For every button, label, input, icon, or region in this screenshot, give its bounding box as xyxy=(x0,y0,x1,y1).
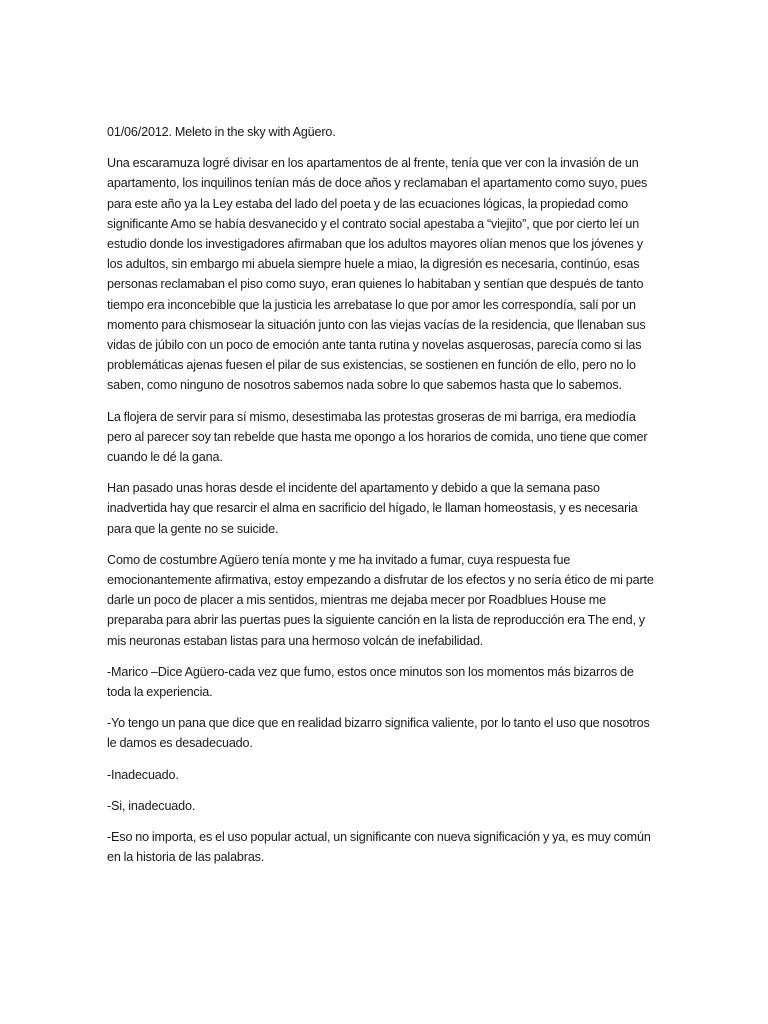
dialogue-line: -Yo tengo un pana que dice que en realidad bizarro significa valiente, por lo tanto el uso que nosotros le damos es desadecuado. xyxy=(107,716,650,751)
paragraph-costumbre: Como de costumbre Agüero tenía monte y me ha invitado a fumar, cuya respuesta fue emocionantemente afirmativa, estoy empezando a disfrutar de los efectos y no sería ético de mi parte darle un poco de placer a mis sentidos, mientras me dejaba mecer por Roadblues House me preparaba para abrir las puertas pues la siguiente canción en la lista de reproducción era The end, y mis neuronas estaban listas para una hermoso volcán de inefabilidad. xyxy=(107,552,654,648)
document-body xyxy=(107,122,660,879)
dialogue-line: -Inadecuado. xyxy=(107,767,179,782)
dialogue-line: -Marico –Dice Agüero-cada vez que fumo, estos once minutos son los momentos más bizarros de toda la experiencia. xyxy=(107,664,634,700)
paragraph-escaramuza: Una escaramuza logré divisar en los apartamentos de al frente, tenía que ver con la invasión de un apartamento, los inquilinos tenían más de doce años y reclamaban el apartamento como suyo, pues para este año ya la Ley estaba del lado del poeta y de las ecuaciones lógicas, la propiedad como significante Amo se había desvanecido y el contrato social apestaba a “viejito”, que por cierto leí un estudio donde los investigadores afirmaban que los adultos mayores olían menos que los jóvenes y los adultos, sin embargo mi abuela siempre huele a miao, la digresión es necesaria, continúo, esas personas reclamaban el piso como suyo, eran quienes lo habitaban y sentían que después de tanto tiempo era inconcebible que la justicia les arrebatase lo que por amor les correspondía, salí por un momento para chismosear la situación junto con las viejas vacías de la residencia, que llenaban sus vidas de júbilo con un poco de emoción ante tanta rutina y novelas asquerosas, parecía como si las problemáticas ajenas fuesen el pilar de sus existencias, se sostienen en función de ello, pero no lo saben, como ninguno de nosotros sabemos nada sobre lo que sabemos hasta que lo sabemos. xyxy=(107,156,648,393)
document-title-line: 01/06/2012. Meleto in the sky with Agüero. xyxy=(107,125,336,139)
dialogue-line: -Eso no importa, es el uso popular actual, un significante con nueva significación y ya, es muy común en la historia de las palabras. xyxy=(107,830,651,865)
paragraph-horas: Han pasado unas horas desde el incidente del apartamento y debido a que la semana paso inadvertida hay que resarcir el alma en sacrificio del hígado, le llaman homeostasis, y es necesaria para que la gente no se suicide. xyxy=(107,481,638,536)
paragraph-flojera: La flojera de servir para sí mismo, desestimaba las protestas groseras de mi barriga, era mediodía pero al parecer soy tan rebelde que hasta me opongo a los horarios de comida, uno tiene que comer cuando le dé la gana. xyxy=(107,409,648,465)
dialogue-line: -Si, inadecuado. xyxy=(107,798,196,813)
